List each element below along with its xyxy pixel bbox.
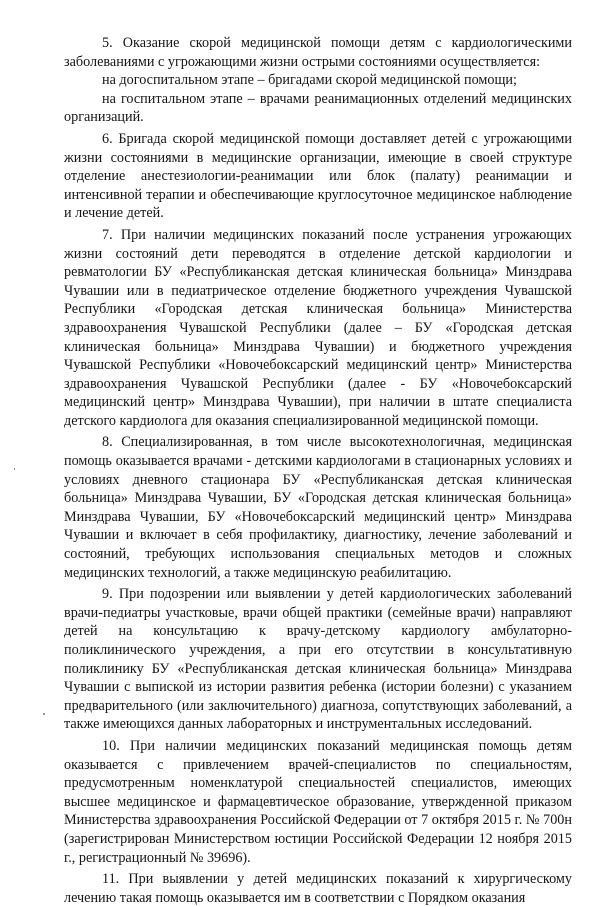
scan-speck (43, 713, 45, 715)
scan-speck (14, 468, 15, 470)
paragraph-10: 10. При наличии медицинских показаний медицинская помощь детям оказывается с привлечением врачей-специалистов по специальностям, предусмотренным номенклатурой специальностей специалистов, имеющих высшее медицинское и фармацевтическое образование, утвержденной приказом Министерства здравоохранения Российской Федерации от 7 октября 2015 г. № 700н (зарегистрирован Министерством юстиции Российской Федерации 12 ноября 2015 г., регистрационный № 39696). (64, 737, 572, 866)
paragraph-5-hospital: на госпитальном этапе – врачами реанимационных отделений медицинских организаций. (64, 90, 572, 126)
paragraph-7: 7. При наличии медицинских показаний после устранения угрожающих жизни состояний дети переводятся в отделение детской кардиологии и ревматологии БУ «Республиканская детская клиническая больница» Минздрава Чувашии или в педиатрическое отделение бюджетного учреждения Чувашской Республики «Городская детская клиническая больница» Министерства здравоохранения Чувашской Республики (далее – БУ «Городская детская клиническая больница» Минздрава Чувашии) и бюджетного учреждения Чувашской Республики «Новочебоксарский медицинский центр» Министерства здравоохранения Чувашской Республики (далее - БУ «Новочебоксарский медицинский центр» Минздрава Чувашии), при наличии в штате специалиста детского кардиолога для оказания специализированной медицинской помощи. (64, 226, 572, 429)
paragraph-8: 8. Специализированная, в том числе высокотехнологичная, медицинская помощь оказывается врачами - детскими кардиологами в стационарных условиях и условиях дневного стационара БУ «Республиканская детская клиническая больница» Минздрава Чувашии, БУ «Городская детская клиническая больница» Минздрава Чувашии, БУ «Новочебоксарский медицинский центр» Минздрава Чувашии и включает в себя профилактику, диагностику, лечение заболеваний и состояний, требующих использования специальных методов и сложных медицинских технологий, а также медицинскую реабилитацию. (64, 434, 572, 581)
paragraph-5-prehospital: на догоспитальном этапе – бригадами скорой медицинской помощи; (102, 72, 517, 89)
paragraph-5: 5. Оказание скорой медицинской помощи детям с кардиологическими заболеваниями с угрожающими жизни острыми состояниями осуществляется: (64, 35, 572, 70)
paragraph-9: 9. При подозрении или выявлении у детей кардиологических заболеваний врачи-педиатры участковые, врачи общей практики (семейные врачи) направляют детей на консультацию к врачу-детскому кардиологу амбулаторно-поликлинического учреждения, а при его отсутствии в консультативную поликлинику БУ «Республиканская детская клиническая больница» Минздрава Чувашии с выпиской из истории развития ребенка (истории болезни) с указанием предварительного (или заключительного) диагноза, сопутствующих заболеваний, а также имеющихся данных лабораторных и инструментальных исследований. (64, 586, 572, 733)
paragraph-11: 11. При выявлении у детей медицинских показаний к хирургическому лечению такая помощь оказывается им в соответствии с Порядком оказания (64, 871, 572, 906)
document-page (64, 34, 572, 907)
paragraph-6: 6. Бригада скорой медицинской помощи доставляет детей с угрожающими жизни состояниями в медицинские организации, имеющие в своей структуре отделение анестезиологии-реанимации или блок (палату) реанимации и интенсивной терапии и обеспечивающие круглосуточное медицинское наблюдение и лечение детей. (64, 130, 572, 222)
